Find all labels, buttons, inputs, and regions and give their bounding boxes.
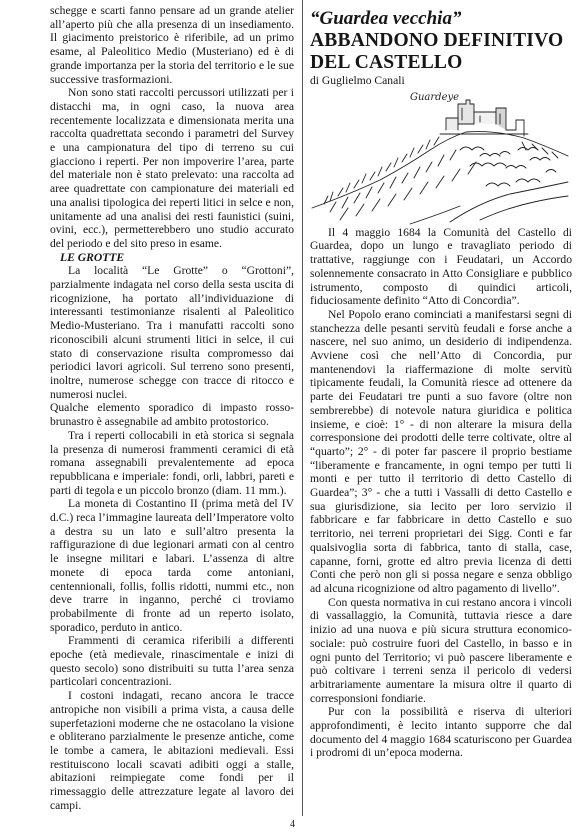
right-paragraph-2: Nel Popolo erano cominciati a manifestarsi segni di stanchezza delle pesanti servitù feudali e forse anche a nascere, nel suo animo, un desiderio di indipendenza. Avviene così che nell’Atto di Concordia, pur mantenendovi la riaffermazione di molte servitù tipicamente feudali, la Comunità riesce ad ottenere da parte dei Feudatari tre punti a suo favore (oltre non sembrerebbe) di notevole natura giuridica e politica insieme, e cioè: 1° - di non alterare la misura della corresponsione dei prodotti delle terre coltivate, oltre al “quarto”; 2° - di poter far pascere il proprio bestiame “liberamente e francamente, in ogni tempo per tutti li monti e per tutto il territorio di detto Castello di Guardea”; 3° - che a tutti i Vassalli di detto Castello e sua giurisdizione, sia lecito per loro servizio il fabbricare e far fabbricare in detto Castello e suo territorio, nei terreni proprietari dei Sigg. Conti e far qualsivoglia sorta di fabbrica, tanto di stalla, case, capanne, forni, grotte ed altro previa licenza di detti Conti che però non gli si possa negare e senza obbligo ad alcuna ricognizione od altro pagamento di livello”. <box>310 307 572 595</box>
left-column <box>50 4 294 822</box>
left-paragraph-7: Frammenti di ceramica riferibili a differenti epoche (età medievale, rinascimentale e inizi di questo secolo) sono distribuiti su tutta l’area senza particolari concentrazioni. <box>50 634 294 689</box>
left-paragraph-6: La moneta di Costantino II (prima metà del IV d.C.) reca l’immagine laureata dell’Imperatore volto a destra su un lato e sull’altro presenta la raffigurazione di due legionari armati con al centro le insegne militari e labari. L’assenza di altre monete di epoca tarda come antoniani, centennionali, follis, follis ridotti, nummi etc., non deve trarre in inganno, perché ci troviamo probabilmente di fronte ad un reperto isolato, sporadico, perduto in antico. <box>50 497 294 634</box>
article-byline: di Guglielmo Canali <box>310 74 405 87</box>
right-paragraph-4: Pur con la possibilità e riserva di ulteriori approfondimenti, è lecito intanto supporre che dal documento del 4 maggio 1684 scaturiscono per Guardea i prodromi di un’epoca moderna. <box>310 705 572 760</box>
column-divider <box>302 0 303 816</box>
left-paragraph-8: I costoni indagati, recano ancora le tracce antropiche non visibili a prima vista, a causa delle superfetazioni moderne che ne ostacolano la visione e obliterano parzialmente le presenze antiche, come le tombe a camera, le abitazioni medievali. Essi restituiscono locali scavati adibiti oggi a stalle, abitazioni reimpiegate come fondi per il rimessaggio delle attrezzature legate al lavoro dei campi. <box>50 689 294 812</box>
left-paragraph-5: Tra i reperti collocabili in età storica si segnala la presenza di numerosi frammenti ceramici di età romana assegnabili prevalentemente ad epoca repubblicana e imperiale: fondi, orli, labbri, pareti e parti di tegola e un piccolo bronzo (diam. 11 mm.). <box>50 428 294 497</box>
castle-sketch-illustration <box>310 90 572 226</box>
article-title-line-1: ABBANDONO DEFINITIVO <box>310 30 564 51</box>
left-paragraph-3: La località “Le Grotte” o “Grottoni”, parzialmente indagata nel corso della sesta uscita di ricognizione, ha portato all’individuazione di interessanti testimonianze risalenti al Paleolitico Medio-Musteriano. Tra i manufatti raccolti sono riconoscibili alcuni strumenti litici in selce, il cui stato di conservazione risulta compromesso dai periodici lavori agricoli. Sul terreno sono presenti, inoltre, numerose schegge con tracce di ritocco e numerosi nuclei. <box>50 264 294 401</box>
sketch-caption: Guardeye <box>410 91 460 103</box>
left-paragraph-4: Qualche elemento sporadico di impasto rosso-brunastro è assegnabile ad ambito protostorico. <box>50 401 294 429</box>
right-column <box>310 8 572 822</box>
article-kicker: “Guardea vecchia” <box>310 8 462 29</box>
right-paragraph-1: Il 4 maggio 1684 la Comunità del Castello di Guardea, dopo un lungo e travagliato periodo di trattative, raggiunge con i Feudatari, un Accordo solennemente consacrato in Atto Consigliare e pubblico istrumento, composto di quindici articoli, fiduciosamente definito “Atto di Concordia”. <box>310 225 572 308</box>
page-number: 4 <box>290 819 295 830</box>
left-paragraph-2: Non sono stati raccolti percussori utilizzati per i distacchi ma, in ogni caso, la nuova area recentemente localizzata e dimensionata merita una raccolta quadrettata secondo i parametri del Survey e una campionatura del tipo di terreno su cui giacciono i reperti. Per non impoverire l’area, parte del materiale non è stato prelevato: una raccolta ad aree quadrettate con campionature dei materiali ed una analisi tipologica dei reperti litici in selce e non, unitamente ad una analisi dei resti faunistici (suini, ovini, ecc.), permetterebbero uno studio accurato del periodo e del sito preso in esame. <box>50 86 294 250</box>
right-paragraph-3: Con questa normativa in cui restano ancora i vincoli di vassallaggio, la Comunità, tuttavia riesce a dare inizio ad una nuova e più sicura struttura economico-sociale: può costruire fuori del Castello, in basso e in ogni punto del Territorio; vi può pascere liberamente e può coltivare i terreni senza il pericolo di vedersi arbitrariamente aumentare la misura oltre il quarto di corresponsioni fondiarie. <box>310 595 572 705</box>
left-paragraph-1: schegge e scarti fanno pensare ad un grande atelier all’aperto più che alla presenza di un insediamento. Il giacimento preistorico è riferibile, ad un primo esame, al Paleolitico Medio (Musteriano) ed è di grande importanza per la storia del territorio e le sue successive trasformazioni. <box>50 4 294 86</box>
castle-sketch <box>310 90 572 226</box>
article-title-line-2: DEL CASTELLO <box>310 52 463 73</box>
section-subheading: LE GROTTE <box>60 250 125 264</box>
